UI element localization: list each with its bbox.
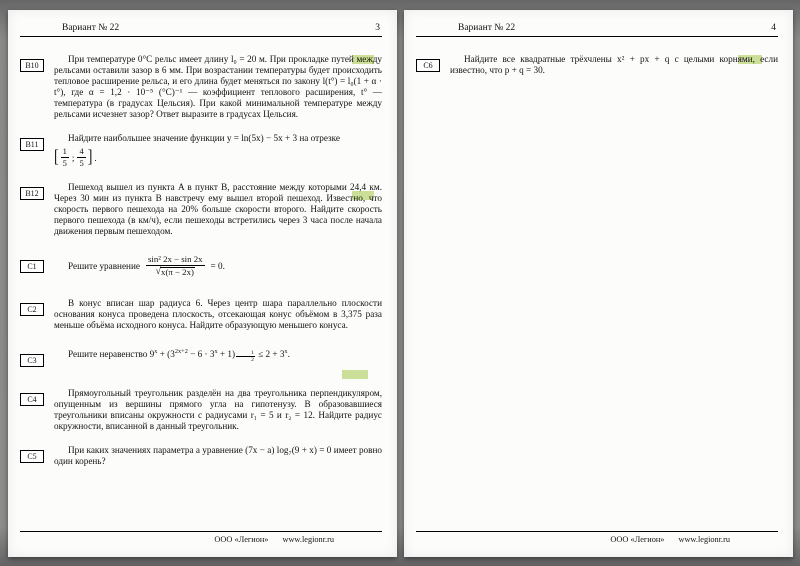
variant-title: Вариант № 22 — [62, 23, 120, 33]
problem-body — [54, 133, 382, 169]
problem-label: В11 — [20, 138, 44, 151]
page-4 — [404, 10, 793, 557]
problem-c2 — [20, 298, 382, 331]
problem-label-cell — [416, 54, 450, 76]
problem-c4 — [20, 388, 382, 432]
text-segment: ≤ 2 + 3 — [255, 349, 285, 360]
interval-expression — [54, 147, 382, 169]
problem-text: Найдите все квадратные трёхчлены x² + px + q с целыми корнями, если известно, что p + q = 30. — [450, 54, 778, 75]
problem-b10 — [20, 54, 382, 120]
fraction — [77, 147, 85, 169]
fraction-numerator: 1 — [236, 350, 255, 357]
fraction — [146, 255, 205, 278]
problem-label-cell — [20, 445, 54, 467]
fraction-denominator: 5 — [62, 158, 67, 169]
exponent: x — [284, 347, 288, 355]
website: www.legionr.ru — [282, 535, 334, 544]
fraction-denominator — [156, 266, 195, 278]
page-number: 3 — [375, 23, 380, 33]
publisher: ООО «Легион» — [610, 535, 665, 544]
fraction-denominator: 5 — [79, 158, 84, 169]
problem-b11 — [20, 133, 382, 169]
problem-label: В12 — [20, 187, 44, 200]
text-segment: − 6 · 3 — [187, 349, 215, 360]
problem-text: При каких значениях параметра a уравнение (7x − a) log₇(9 + x) = 0 имеет ровно один корень? — [54, 445, 382, 467]
equation-suffix: = 0. — [210, 260, 225, 271]
problem-c5 — [20, 445, 382, 467]
fraction-numerator: sin² 2x − sin 2x — [146, 255, 205, 267]
problem-label-cell — [20, 133, 54, 169]
problem-body — [450, 54, 778, 76]
page-header — [416, 23, 778, 37]
problem-label-cell — [20, 255, 54, 278]
variant-title: Вариант № 22 — [458, 23, 516, 33]
period: . — [94, 152, 97, 163]
page-footer — [20, 531, 382, 544]
problem-label-cell — [20, 54, 54, 120]
page-3 — [8, 10, 397, 557]
problem-label: В10 — [20, 59, 44, 72]
exponent: x — [154, 347, 158, 355]
problem-body — [54, 298, 382, 331]
equation — [54, 255, 382, 278]
problem-text: В конус вписан шар радиуса 6. Через центр шара параллельно плоскости основания конуса проведена плоскость, отсекающая конус объёмом в 3,375 раза меньше объёма исходного конуса. Найдите образующую меньшего конуса. — [54, 298, 382, 331]
problem-label: С5 — [20, 450, 44, 463]
page-header — [20, 23, 382, 37]
problem-label-cell — [20, 349, 54, 368]
problem-text: При температуре 0°C рельс имеет длину l₀ = 20 м. При прокладке путей между рельсами оставили зазор в 6 мм. При возрастании температуры будет происходить тепловое расширение рельса, и его длина будет меняться по закону l(t°) = l₀(1 + α · t°), где α = 1,2 · 10⁻⁵ (°C)⁻¹ — коэффициент теплового расширения, t° — температура (в градусах Цельсия). При какой минимальной температуре между рельсами исчезнет зазор? Ответ выразите в градусах Цельсия. — [54, 54, 382, 119]
publisher: ООО «Легион» — [214, 535, 269, 544]
problem-label: С6 — [416, 59, 440, 72]
problem-label-cell — [20, 388, 54, 432]
inequality-expression — [54, 349, 382, 367]
close-bracket: ] — [87, 147, 93, 167]
problem-label: С4 — [20, 393, 44, 406]
text-segment: + 1) — [217, 349, 236, 360]
exponent: x — [214, 347, 218, 355]
problem-label-cell — [20, 298, 54, 331]
radicand: x(π − 2x) — [161, 267, 194, 278]
interval-separator: ; — [71, 152, 75, 163]
problems-list — [20, 54, 382, 480]
website: www.legionr.ru — [678, 535, 730, 544]
text-segment: + (3 — [157, 349, 175, 360]
page-number: 4 — [771, 23, 776, 33]
problem-body — [54, 349, 382, 368]
fraction — [61, 147, 69, 169]
fraction-numerator: 1 — [61, 147, 69, 158]
open-bracket: [ — [54, 147, 59, 167]
problem-label: С3 — [20, 354, 44, 367]
problem-label: С1 — [20, 260, 44, 273]
problem-body — [54, 445, 382, 467]
fraction-denominator: 2 — [251, 356, 254, 363]
exponent-fraction — [236, 350, 255, 364]
exponent: 2x+2 — [174, 347, 188, 355]
page-footer — [416, 531, 778, 544]
fraction-numerator: 4 — [77, 147, 85, 158]
problem-text: Прямоугольный треугольник разделён на два треугольника перпендикуляром, опущенным из вершины прямого угла на гипотенузу. В образовавшиеся треугольники вписаны окружности с радиусами r₁ = 5 и r₂ = 12. Найдите радиус окружности, вписанной в данный треугольник. — [54, 388, 382, 432]
problem-b12 — [20, 182, 382, 237]
problem-c3 — [20, 349, 382, 368]
equation-prefix: Решите уравнение — [68, 260, 140, 271]
radical-sign: √ — [155, 266, 162, 278]
problem-label: С2 — [20, 303, 44, 316]
problem-text: Пешеход вышел из пункта A в пункт B, расстояние между которыми 24,4 км. Через 30 мин из пункта B навстречу ему вышел второй пешеход. Известно, что скорость первого пешехода на 20% больше скорости второго. Найдите скорость первого пешехода (в км/ч), если пешеходы встретились через 3 часа после начала движения первым пешеходом. — [54, 181, 382, 236]
problem-body — [54, 255, 382, 278]
problem-body — [54, 182, 382, 237]
text-segment: Решите неравенство 9 — [68, 349, 155, 360]
problem-c1 — [20, 255, 382, 278]
problem-label-cell — [20, 182, 54, 237]
problem-body — [54, 54, 382, 120]
problems-list — [416, 54, 778, 89]
problem-c6 — [416, 54, 778, 76]
problem-body — [54, 388, 382, 432]
text-segment: . — [287, 349, 290, 360]
problem-text: Найдите наибольшее значение функции y = ln(5x) − 5x + 3 на отрезке — [68, 133, 340, 143]
